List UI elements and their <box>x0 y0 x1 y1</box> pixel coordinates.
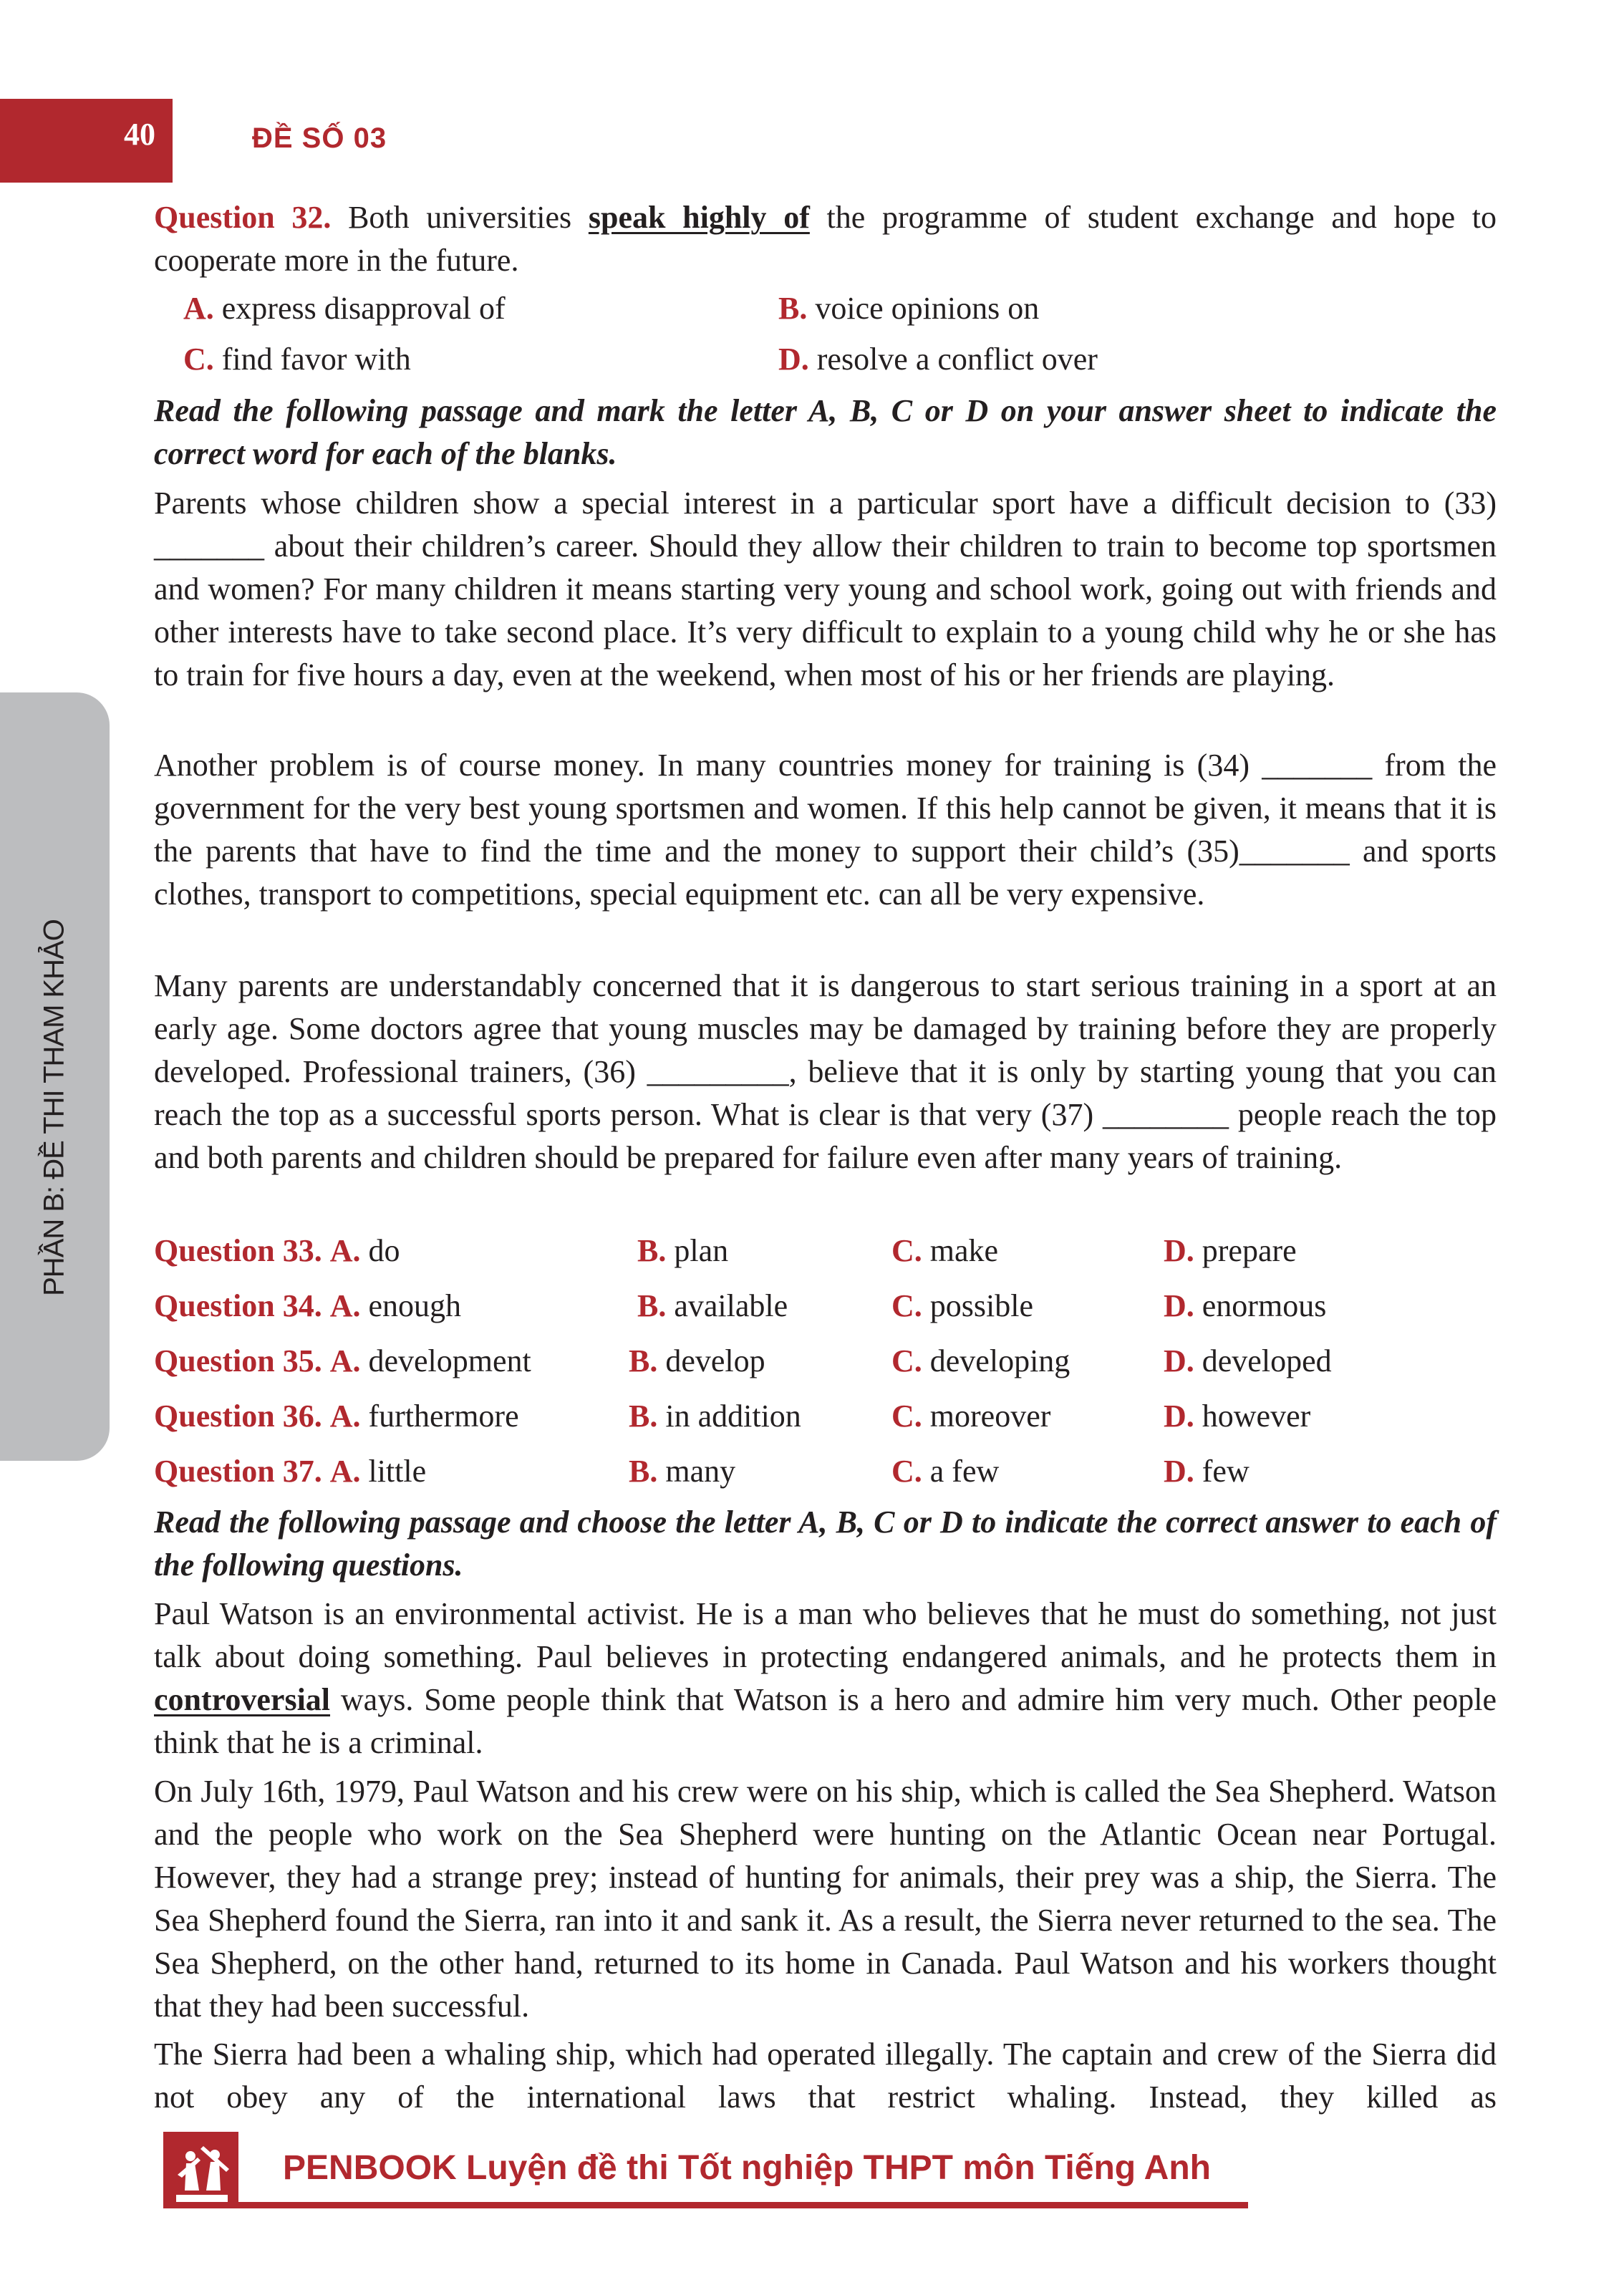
option-letter: B. <box>778 291 808 326</box>
option-text: do <box>368 1233 400 1268</box>
option-text: moreover <box>929 1399 1051 1434</box>
question-label: Question 35. <box>154 1343 322 1378</box>
question-text: Both universities <box>348 200 572 235</box>
option-text: little <box>368 1454 427 1489</box>
option-letter: D. <box>1164 1233 1194 1268</box>
section-side-tab <box>0 692 110 1461</box>
option-letter: A. <box>329 1399 361 1434</box>
two-people-cheering-icon <box>163 2132 238 2208</box>
underlined-word: controversial <box>154 1682 331 1717</box>
option-b[interactable] <box>778 287 1039 330</box>
option-text: development <box>368 1343 531 1378</box>
question-option-d[interactable] <box>1164 1395 1310 1438</box>
question-option-a[interactable] <box>154 1230 400 1272</box>
option-letter: D. <box>1164 1343 1194 1378</box>
option-text: in addition <box>665 1399 801 1434</box>
option-text: enormous <box>1202 1288 1327 1323</box>
question-option-b[interactable] <box>629 1450 735 1493</box>
page-number-badge <box>0 99 173 183</box>
option-d[interactable] <box>778 338 1098 381</box>
option-letter: A. <box>329 1233 361 1268</box>
option-letter: B. <box>637 1233 667 1268</box>
option-letter: A. <box>329 1454 361 1489</box>
option-text: many <box>665 1454 736 1489</box>
option-text: possible <box>929 1288 1034 1323</box>
option-text: make <box>929 1233 999 1268</box>
penbook-logo <box>163 2132 238 2208</box>
cloze-paragraph-2: Another problem is of course money. In many countries money for training is (34) _______ from the government for the very best young sportsmen and women. If this help cannot be given, it means that it is the parents that have to find the time and the money to support their child’s (35)_______ and sports clothes, transport to competitions, special equipment etc. can all be very expensive. <box>154 748 1497 912</box>
option-text: prepare <box>1202 1233 1297 1268</box>
cloze-instruction: Read the following passage and mark the letter A, B, C or D on your answer sheet to indicate the correct word for each of the blanks. <box>154 393 1497 471</box>
option-letter: C. <box>891 1399 922 1434</box>
option-text: available <box>674 1288 788 1323</box>
underlined-phrase: speak highly of <box>588 200 810 235</box>
option-letter: B. <box>637 1288 667 1323</box>
question-label: Question 32. <box>154 200 332 235</box>
question-option-a[interactable] <box>154 1450 426 1493</box>
option-letter: D. <box>1164 1454 1194 1489</box>
question-option-d[interactable] <box>1164 1230 1297 1272</box>
option-text: express disapproval of <box>221 291 506 326</box>
section-side-tab-label: PHẦN B: ĐỀ THI THAM KHẢO <box>38 919 70 1296</box>
option-letter: C. <box>891 1288 922 1323</box>
option-text: a few <box>929 1454 1000 1489</box>
reading-instruction: Read the following passage and choose the letter A, B, C or D to indicate the correct answer to each of the following questions. <box>154 1504 1497 1583</box>
question-option-b[interactable] <box>629 1340 765 1383</box>
question-option-c[interactable] <box>891 1285 1033 1328</box>
option-letter: D. <box>1164 1399 1194 1434</box>
option-letter: B. <box>629 1454 658 1489</box>
question-option-d[interactable] <box>1164 1285 1326 1328</box>
paragraph-text: ways. Some people think that Watson is a hero and admire him very much. Other people think that he is a criminal. <box>154 1682 1497 1760</box>
question-option-c[interactable] <box>891 1230 998 1272</box>
option-letter: A. <box>329 1288 361 1323</box>
reading-paragraph-1 <box>154 1593 1497 1764</box>
option-text: enough <box>368 1288 462 1323</box>
option-a[interactable] <box>183 287 506 330</box>
option-text: few <box>1202 1454 1250 1489</box>
option-text: however <box>1202 1399 1311 1434</box>
option-letter: B. <box>629 1399 658 1434</box>
option-text: develop <box>665 1343 765 1378</box>
question-option-d[interactable] <box>1164 1340 1332 1383</box>
question-option-c[interactable] <box>891 1340 1070 1383</box>
question-label: Question 36. <box>154 1399 322 1434</box>
exam-title: ĐỀ SỐ 03 <box>252 122 387 154</box>
question-option-c[interactable] <box>891 1450 999 1493</box>
option-text: voice opinions on <box>815 291 1040 326</box>
question-32-stem <box>154 196 1497 282</box>
option-letter: C. <box>891 1233 922 1268</box>
question-option-b[interactable] <box>629 1395 801 1438</box>
question-label: Question 33. <box>154 1233 322 1268</box>
page-number: 40 <box>124 117 155 152</box>
question-option-c[interactable] <box>891 1395 1050 1438</box>
question-row-37 <box>154 1450 1497 1493</box>
question-row-35 <box>154 1340 1497 1383</box>
cloze-paragraph-3: Many parents are understandably concerned that it is dangerous to start serious training in a sport at an early age. Some doctors agree that young muscles may be damaged by training before they are properly developed. Professional trainers, (36) _________, believe that it is only by starting young that you can reach the top as a successful sports person. What is clear is that very (37) ________ people reach the top and both parents and children should be prepared for failure even after many years of training. <box>154 968 1497 1175</box>
question-option-d[interactable] <box>1164 1450 1250 1493</box>
question-option-a[interactable] <box>154 1285 461 1328</box>
option-letter: C. <box>891 1343 922 1378</box>
question-row-33 <box>154 1230 1497 1272</box>
question-option-a[interactable] <box>154 1340 531 1383</box>
option-c[interactable] <box>183 338 411 381</box>
option-text: developing <box>929 1343 1070 1378</box>
question-option-a[interactable] <box>154 1395 519 1438</box>
question-row-34 <box>154 1285 1497 1328</box>
option-letter: C. <box>183 342 214 377</box>
footer-rule <box>163 2202 1248 2208</box>
option-letter: A. <box>329 1343 361 1378</box>
option-letter: A. <box>183 291 214 326</box>
option-letter: D. <box>778 342 809 377</box>
paragraph-text: Paul Watson is an environmental activist. He is a man who believes that he must do something, not just talk about doing something. Paul believes in protecting endangered animals, and he protects them in <box>154 1596 1497 1674</box>
option-text: find favor with <box>221 342 411 377</box>
question-row-36 <box>154 1395 1497 1438</box>
question-option-b[interactable] <box>637 1285 788 1328</box>
option-letter: C. <box>891 1454 922 1489</box>
cloze-paragraph-1: Parents whose children show a special interest in a particular sport have a difficult decision to (33) _______ about their children’s career. Should they allow their children to train to become top sportsmen and women? For many children it means starting very young and school work, going out with friends and other interests have to take second place. It’s very difficult to explain to a young child why he or she has to train for five hours a day, even at the weekend, when most of his or her friends are playing. <box>154 486 1497 692</box>
option-text: furthermore <box>368 1399 519 1434</box>
option-text: developed <box>1202 1343 1332 1378</box>
option-letter: B. <box>629 1343 658 1378</box>
reading-paragraph-3: The Sierra had been a whaling ship, which had operated illegally. The captain and crew of the Sierra did not obey any of the international laws that restrict whaling. Instead, they killed as <box>154 2037 1497 2115</box>
footer-title: PENBOOK Luyện đề thi Tốt nghiệp THPT môn Tiếng Anh <box>283 2149 1211 2187</box>
option-text: plan <box>674 1233 729 1268</box>
question-label: Question 34. <box>154 1288 322 1323</box>
question-text: the programme of student exchange and hope to cooperate more in the future. <box>154 200 1497 278</box>
question-option-b[interactable] <box>637 1230 728 1272</box>
option-text: resolve a conflict over <box>816 342 1098 377</box>
reading-paragraph-2: On July 16th, 1979, Paul Watson and his crew were on his ship, which is called the Sea Shepherd. Watson and the people who work on the Sea Shepherd were hunting on the Atlantic Ocean near Portugal. However, they had a strange prey; instead of hunting for animals, their prey was a ship, the Sierra. The Sea Shepherd found the Sierra, ran into it and sank it. As a result, the Sierra never returned to the sea. The Sea Shepherd, on the other hand, returned to its home in Canada. Paul Watson and his workers thought that they had been successful. <box>154 1774 1497 2024</box>
option-letter: D. <box>1164 1288 1194 1323</box>
question-label: Question 37. <box>154 1454 322 1489</box>
